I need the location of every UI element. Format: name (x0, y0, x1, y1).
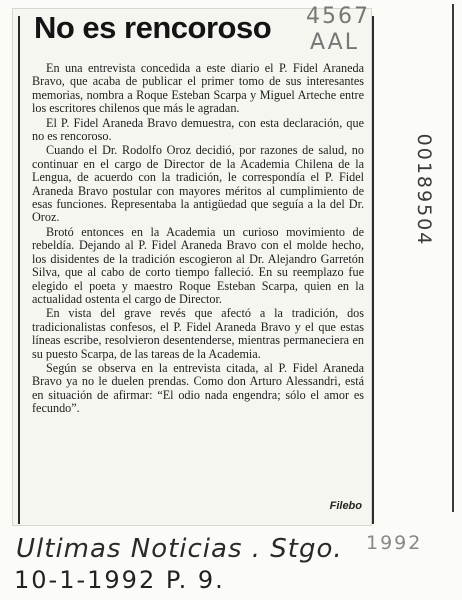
paragraph: Según se observa en la entrevista citada, al P. Fidel Araneda Bravo ya no le duelen prendas. Como don Arturo Alessandri, está en situación de afirmar: “El odio nada engendra; sólo el amor es fecundo”. (32, 360, 364, 416)
frame-edge (452, 4, 454, 512)
date-note: 10-1-1992 P. 9. (14, 566, 225, 594)
paragraph: Brotó entonces en la Academia un curioso movimiento de rebeldía. Dejando al P. Fidel Araneda Bravo con el molde hecho, los disidentes de la tradición escogieron al Dr. Alejandro Garretón Silva, que al cabo de corto tiempo falleció. En su reemplazo fue elegido el poeta y maestro Roque Esteban Scarpa, quien en la actualidad ostenta el cargo de Director. (32, 224, 364, 306)
archive-number: 00189504 (413, 133, 435, 247)
article-title: No es rencoroso (34, 10, 272, 45)
year-note: 1992 (366, 532, 423, 554)
source-note: Ultimas Noticias . Stgo. (16, 534, 343, 564)
handwritten-code: 4567 (306, 4, 370, 29)
handwritten-initials: AAL (310, 30, 359, 55)
paragraph: El P. Fidel Araneda Bravo demuestra, con esta declaración, que no es rencoroso. (32, 115, 364, 144)
column-rule (18, 16, 20, 524)
paragraph: En una entrevista concedida a este diario el P. Fidel Araneda Bravo, que acaba de publicar el primer tomo de sus interesantes memorias, nombra a Roque Esteban Scarpa y Miguel Arteche entre los escritores chilenos que más le agradan. (32, 61, 364, 116)
paragraph: En vista del grave revés que afectó a la tradición, dos tradicionalistas confesos, el P. Fidel Araneda Bravo y el que estas líneas escribe, resolvieron desentenderse, mientras permaneciera en su puesto Scarpa, de las tareas de la Academia. (32, 306, 364, 361)
article-signature: Filebo (329, 500, 362, 512)
article-body (32, 62, 364, 417)
clipping-edge (372, 16, 374, 524)
paragraph: Cuando el Dr. Rodolfo Oroz decidió, por razones de salud, no continuar en el cargo de Director de la Academia Chilena de la Lengua, de acuerdo con la tradición, le correspondía el P. Fidel Araneda Bravo postular con mayores méritos al cumplimiento de esas funciones. Representaba la antigüedad que seguía a la del Dr. Oroz. (32, 143, 364, 225)
